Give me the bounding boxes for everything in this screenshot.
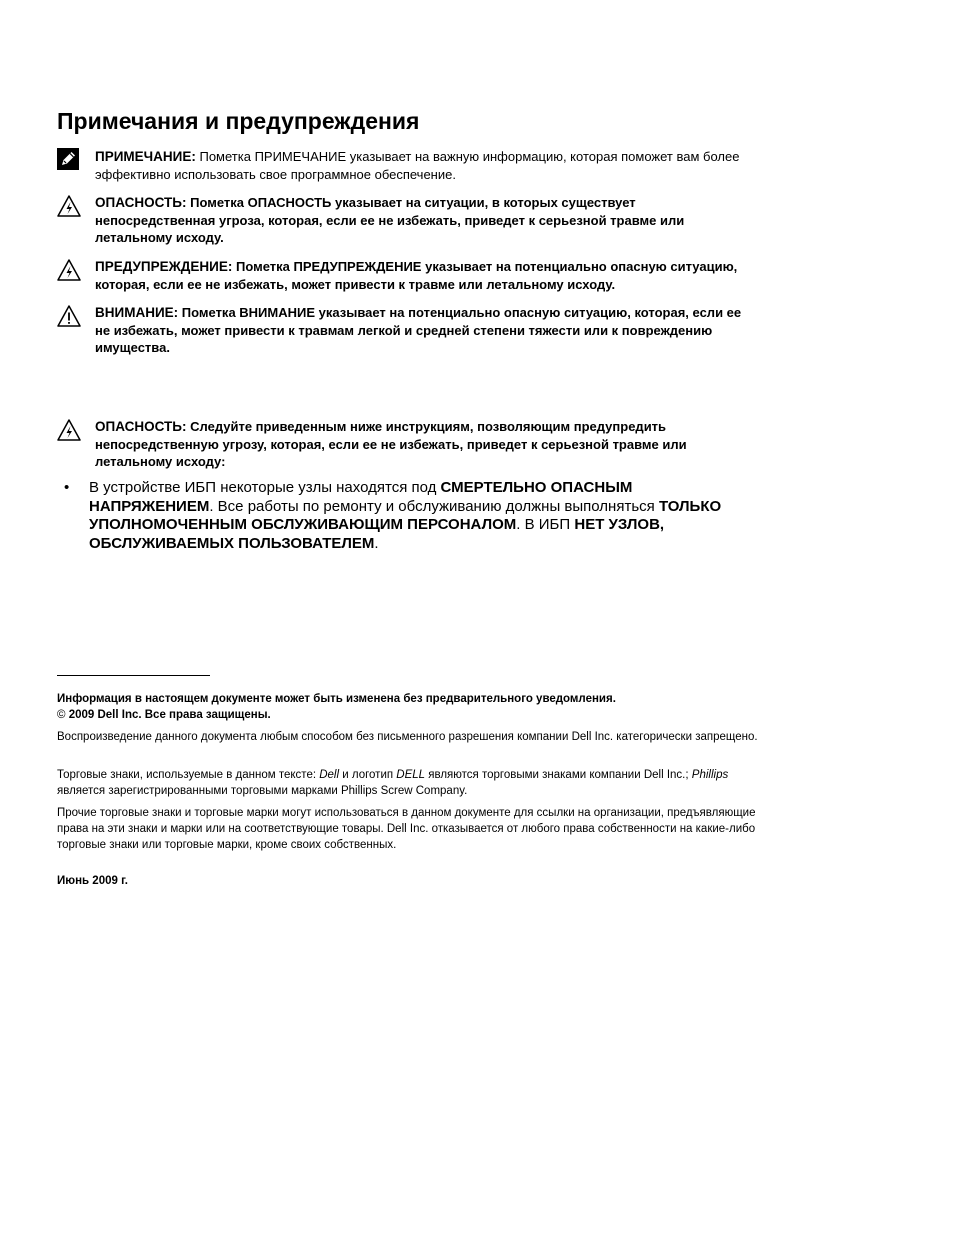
warning-text <box>95 258 757 293</box>
copyright-symbol: © <box>57 709 66 721</box>
bullet-list <box>64 479 744 553</box>
notice-body: Пометка ОПАСНОСТЬ указывает на ситуации, в которых существует непосредственная угроза, которая, если ее не избежать, приведет к серьезной травме или летальному исходу. <box>95 195 685 245</box>
danger-text <box>95 194 757 247</box>
bullet-text-part: В устройстве ИБП некоторые узлы находятся под <box>89 479 441 496</box>
danger-instructions-text <box>95 418 757 471</box>
warning-notice <box>57 258 757 293</box>
notice-body: Пометка ВНИМАНИЕ указывает на потенциально опасную ситуацию, которая, если ее не избежать, может привести к травмам легкой и средней степени тяжести или к повреждению имущества. <box>95 305 742 355</box>
trademark-notice <box>57 767 767 799</box>
note-pencil-icon <box>57 148 81 172</box>
other-trademarks-notice: Прочие торговые знаки и торговые марки могут использоваться в данном документе для ссылки на организации, предъявляющие права на эти знаки и марки или на соответствующие товары. Dell Inc. отказывается от любого права собственности на какие-либо торговые знаки или торговые марки, кроме своих собственных. <box>57 807 756 851</box>
bullet-text-part: . В ИБП <box>516 516 575 533</box>
tm-text: являются торговыми знаками компании Dell Inc.; <box>425 769 692 781</box>
copyright-line <box>57 709 271 721</box>
bullet-emphasis: СМЕРТЕЛЬНО ОПАСНЫМ НАПРЯЖЕНИЕМ <box>89 479 633 515</box>
note-notice <box>57 148 757 183</box>
bullet-dot: • <box>64 479 70 496</box>
notice-label: ПРИМЕЧАНИЕ: <box>95 149 196 164</box>
danger-notice <box>57 194 757 247</box>
page-title: Примечания и предупреждения <box>57 108 420 134</box>
notice-label: ВНИМАНИЕ: <box>95 305 179 320</box>
notice-label: ОПАСНОСТЬ: <box>95 419 187 434</box>
notice-label: ПРЕДУПРЕЖДЕНИЕ: <box>95 259 233 274</box>
notice-body: Следуйте приведенным ниже инструкциям, позволяющим предупредить непосредственную угрозу, которая, если ее не избежать, приведет к серьезной травме или летальному исходу: <box>95 419 687 469</box>
tm-text: Торговые знаки, используемые в данном тексте: <box>57 769 320 781</box>
footnote-divider <box>57 675 210 676</box>
publication-date: Июнь 2009 г. <box>57 875 128 887</box>
bullet-text <box>89 479 744 553</box>
notice-body: Пометка ПРИМЕЧАНИЕ указывает на важную информацию, которая поможет вам более эффективно использовать свое программное обеспечение. <box>95 149 740 182</box>
tm-dell: Dell <box>319 769 340 781</box>
bullet-emphasis: ТОЛЬКО УПОЛНОМОЧЕННЫМ ОБСЛУЖИВАЮЩИМ ПЕРСОНАЛОМ <box>89 497 722 533</box>
danger-lightning-triangle-icon <box>57 194 81 218</box>
warning-lightning-triangle-icon <box>57 258 81 282</box>
bullet-text-part: . Все работы по ремонту и обслуживанию должны выполняться <box>209 497 659 515</box>
tm-dell-logo: DELL <box>396 769 426 781</box>
tm-text: и логотип <box>339 769 397 781</box>
note-text <box>95 148 757 183</box>
caution-exclamation-triangle-icon <box>57 304 81 328</box>
info-text: Информация в настоящем документе может быть изменена без предварительного уведомления. <box>57 693 616 705</box>
info-notice <box>57 691 767 723</box>
bullet-emphasis: НЕТ УЗЛОВ, ОБСЛУЖИВАЕМЫХ ПОЛЬЗОВАТЕЛЕМ <box>89 516 665 552</box>
danger-instructions-notice <box>57 418 757 471</box>
notice-body: Пометка ПРЕДУПРЕЖДЕНИЕ указывает на потенциально опасную ситуацию, которая, если ее не избежать, может привести к травме или летальному исходу. <box>95 259 738 292</box>
danger-lightning-triangle-icon <box>57 418 81 442</box>
tm-text: является зарегистрированными торговыми марками Phillips Screw Company. <box>57 785 468 797</box>
caution-notice <box>57 304 757 357</box>
copyright-text: 2009 Dell Inc. Все права защищены. <box>68 709 271 721</box>
notice-label: ОПАСНОСТЬ: <box>95 195 187 210</box>
reproduction-notice: Воспроизведение данного документа любым способом без письменного разрешения компании Dell Inc. категорически запрещено. <box>57 731 758 743</box>
bullet-text-part: . <box>374 534 379 552</box>
caution-text <box>95 304 757 357</box>
tm-phillips: Phillips <box>691 769 729 781</box>
